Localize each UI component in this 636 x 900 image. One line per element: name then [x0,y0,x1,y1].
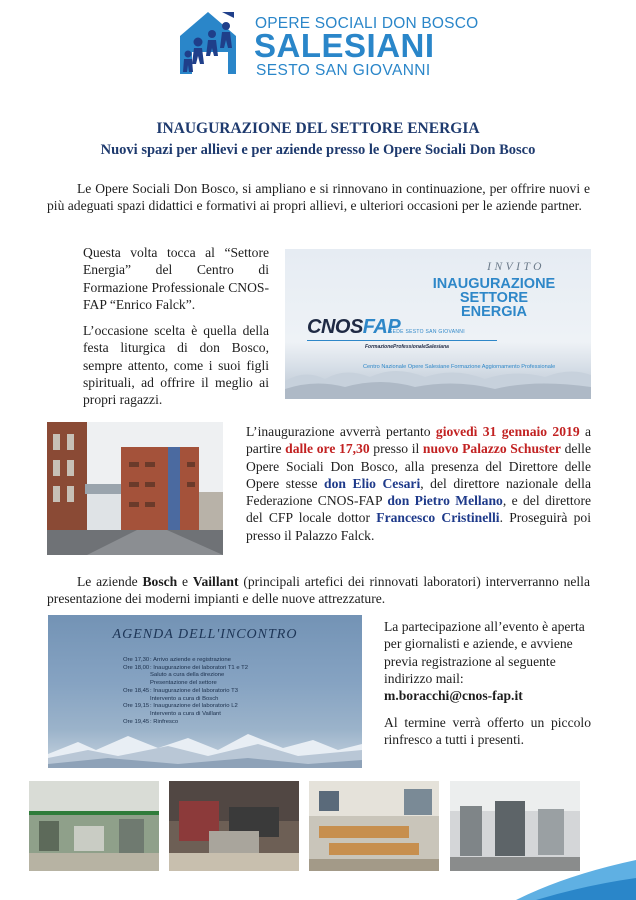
partecipazione-paragraph: La partecipazione all’evento è aperta per giornalisti e aziende, e avviene previa registrazione al seguente indirizzo mail: [384,619,585,686]
agenda-item-time [123,680,150,688]
occasione-paragraph: L’occasione scelta è quella della festa liturgica di don Bosco, sempre attento, come i suoi figli spirituali, ad offrire il meglio ai propri ragazzi. [83,323,269,408]
agenda-item-time [123,696,150,704]
agenda-item-text: Saluto a cura della direzione [150,672,225,679]
cnos-tagline: FormazioneProfessionaleSalesiana [365,344,449,350]
lab-photo-2 [169,781,299,871]
page-subtitle: Nuovi spazi per allievi e per aziende presso le Opere Sociali Don Bosco [100,142,536,158]
agenda-item-text: Intervento a cura di Vaillant [150,710,221,717]
agenda-item-time: Ore 19,45 [123,718,150,725]
agenda-item [123,665,248,673]
agenda-item-time [123,672,150,680]
agenda-item-time: Ore 18,00 [123,664,150,671]
settore-paragraph: Questa volta tocca al “Settore Energia” del Centro di Formazione Professionale CNOS-FAP “Enrico Falck”. [83,245,269,312]
agenda-card [48,615,362,768]
agenda-list [123,657,248,726]
agenda-item [123,696,248,704]
agenda-item [123,657,248,665]
invito-label: INVITO [487,261,545,273]
agenda-title: AGENDA DELL'INCONTRO [112,627,298,642]
cnos-footer: Centro Nazionale Opere Salesiane Formazione Aggiornamento Professionale [363,364,556,370]
invito-title: INAUGURAZIONE SETTORE ENERGIA [432,276,556,320]
page-title: INAUGURAZIONE DEL SETTORE ENERGIA [156,120,480,137]
inaugurazione-paragraph: L’inaugurazione avverrà pertanto giovedì 31 gennaio 2019 a partire dalle ore 17,30 presso il nuovo Palazzo Schuster delle Opere Sociali Don Bosco, alla presenza del Direttore delle Opere stesse don Elio Cesari, del direttore nazionale della Federazione CNOS-FAP don Pietro Mellano, e del direttore del CFP locale dottor Francesco Cristinelli. Proseguirà poi presso il Palazzo Falck. [246,424,592,543]
cnos-divider [307,340,497,341]
agenda-item-text: : Inaugurazione del laboratorio T3 [150,687,238,694]
aziende-paragraph: Le aziende Bosch e Vaillant (principali artefici dei rinnovati laboratori) interverranno nella presentazione dei moderni impianti e delle nuove attrezzature. [47,574,590,607]
cnos-fap-logo: CNOSFAP [307,316,401,338]
agenda-item [123,672,248,680]
email-link[interactable]: m.boracchi@cnos-fap.it [384,688,523,703]
salesiani-logo-icon [178,8,250,82]
agenda-item-time [123,711,150,719]
agenda-item-time: Ore 18,45 [123,687,150,694]
agenda-item-time: Ore 19,15 [123,703,150,710]
intro-paragraph: Le Opere Sociali Don Bosco, si ampliano e si rinnovano in continuazione, per offrire nuovi e più adeguati spazi didattici e formativi ai propri allievi, e ulteriori occasioni per le aziende partner. [47,181,590,214]
agenda-item [123,680,248,688]
lab-photo-3 [309,781,439,871]
agenda-item-text: : Rinfresco [150,718,179,725]
lab-photo-1 [29,781,159,871]
agenda-item [123,703,248,711]
rinfresco-paragraph: Al termine verrà offerto un piccolo rinfresco a tutti i presenti. [384,715,591,748]
agenda-item-text: : Inaugurazione dei laboratori T1 e T2 [150,664,249,671]
clouds-icon [285,359,591,399]
logo-line2: SALESIANI [254,27,435,64]
palazzo-schuster-photo [47,422,223,555]
cnos-sede: SEDE SESTO SAN GIOVANNI [389,329,465,335]
logo-line1: OPERE SOCIALI DON BOSCO [255,15,479,32]
agenda-item-text: Intervento a cura di Bosch [150,695,219,702]
wave-decoration-icon [516,840,636,900]
agenda-item-text: : Inaugurazione del laboratorio L2 [150,703,238,710]
agenda-item-text: Presentazione del settore [150,680,217,687]
invito-card [285,249,591,399]
agenda-item-text: : Arrivo aziende e registrazione [150,657,231,663]
agenda-item [123,711,248,719]
mountains-icon [48,724,362,768]
agenda-item [123,688,248,696]
agenda-item-time: Ore 17,30 [123,657,150,663]
logo-line3: SESTO SAN GIOVANNI [256,62,431,79]
